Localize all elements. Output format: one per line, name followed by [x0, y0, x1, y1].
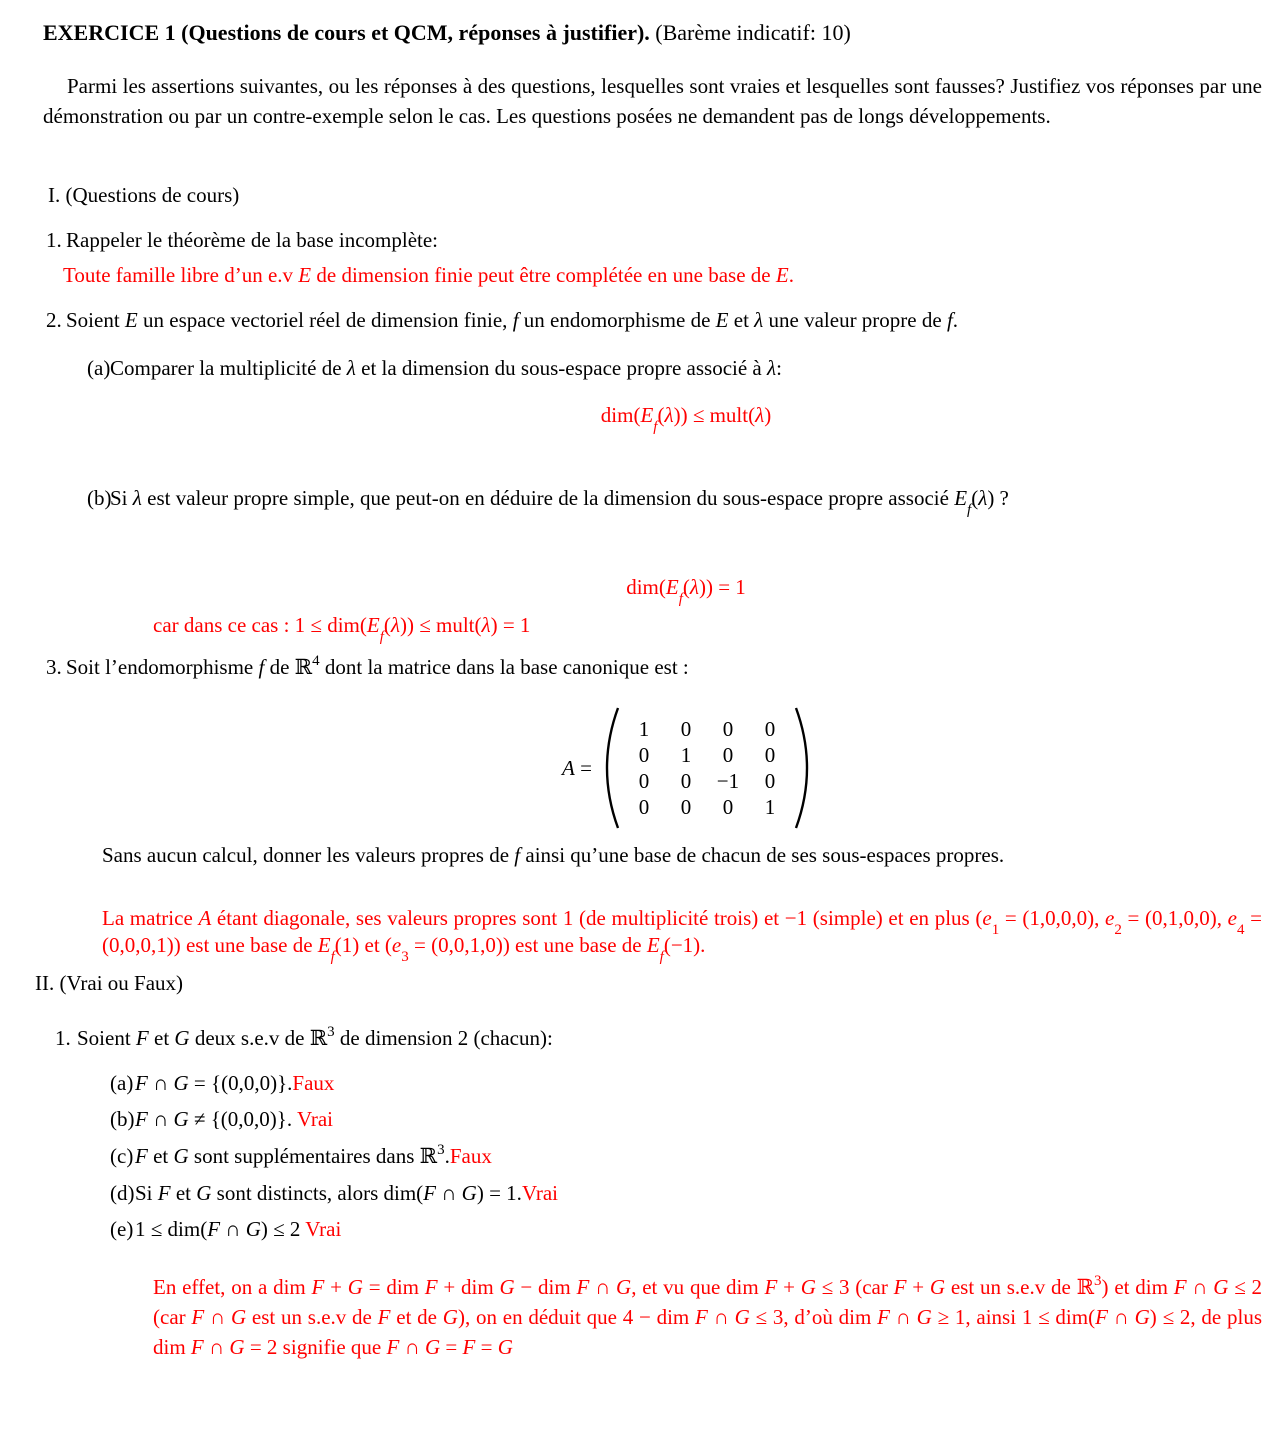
matrix-cell: 0	[722, 795, 734, 819]
matrix-cell: 0	[764, 743, 776, 767]
subquestion-2a-text: Comparer la multiplicité de λ et la dimension du sous-espace propre associé à λ:	[110, 356, 782, 380]
question-1	[0, 228, 1262, 253]
matrix-cell: 0	[764, 769, 776, 793]
matrix-lhs: A =	[562, 755, 592, 780]
intro-paragraph: Parmi les assertions suivantes, ou les réponses à des questions, lesquelles sont vraies et lesquelles sont fausses? Justifiez vos réponses par une démonstration ou par un contre-exemple selon le cas. Les questions posées ne demandent pas de longs développements.	[43, 74, 1262, 128]
question-3-number: 3.	[46, 655, 62, 679]
subquestion-2a-label: (a)	[87, 356, 111, 380]
matrix-grid	[623, 716, 791, 820]
exercise-title-bold: EXERCICE 1 (Questions de cours et QCM, réponses à justifier).	[43, 20, 650, 45]
matrix-left-paren	[604, 706, 620, 830]
section-1-heading: I. (Questions de cours)	[48, 183, 240, 207]
matrix-cell: 0	[764, 717, 776, 741]
question-II-1-number: 1.	[55, 1026, 71, 1050]
matrix-cell: 0	[680, 717, 692, 741]
formula-dim-leq-mult: $dim(E_f(\lambda))$ ≤ mult(λ)	[600, 403, 772, 436]
question-3-followup: Sans aucun calcul, donner les valeurs propres de f ainsi qu’une base de chacun de ses sous-espaces propres.	[102, 843, 1005, 867]
question-2-text: Soient E un espace vectoriel réel de dimension finie, f un endomorphisme de E et λ une valeur propre de f.	[66, 308, 959, 332]
subquestion-2a	[0, 356, 1262, 381]
exercise-title-note: (Barème indicatif: 10)	[649, 20, 851, 45]
matrix-cell: −1	[716, 769, 740, 793]
matrix-cell: 0	[638, 769, 650, 793]
question-3-text: Soit l’endomorphisme f de ℝ$^4$ dont la matrice dans la base canonique est :	[66, 653, 689, 679]
matrix-cell: 0	[638, 795, 650, 819]
section-2-heading: II. (Vrai ou Faux)	[35, 971, 184, 995]
note-car-dans-ce-cas: car dans ce cas : $1 \le dim(E_f(\lambda))$ ≤ mult(λ) = 1	[153, 613, 531, 646]
tf-item-c-label: (c)	[110, 1144, 134, 1168]
tf-item-d-statement: Si F et G sont distincts, alors dim(F ∩ G) = 1.Vrai	[135, 1181, 558, 1205]
tf-item-a-label: (a)	[110, 1071, 134, 1095]
formula-dim-eq-1: $dim(E_f(\lambda)) = 1$	[626, 575, 746, 608]
question-II-1-text: Soient F et G deux s.e.v de ℝ$^3$ de dimension 2 (chacun):	[77, 1024, 553, 1050]
tf-item-d	[0, 1181, 1262, 1206]
conclusion-paragraph: En effet, on a dim F + G = dim F + dim G − dim F ∩ G, et vu que dim F + G ≤ 3 (car F + G est un s.e.v de ℝ$^3$) et dim F ∩ G ≤ 2 (car F ∩ G est un s.e.v de F et de G), on en déduit que 4 − dim F ∩ G ≤ 3, d’où dim F ∩ G ≥ 1, ainsi 1 ≤ dim(F ∩ G) ≤ 2, de plus dim F ∩ G = 2 signifie que F ∩ G = F = G	[153, 1273, 1263, 1359]
question-II-1	[0, 1026, 1262, 1051]
tf-item-e-statement: 1 ≤ dim(F ∩ G) ≤ 2 Vrai	[135, 1217, 342, 1241]
matrix-cell: 0	[638, 743, 650, 767]
tf-item-d-label: (d)	[110, 1181, 135, 1205]
tf-item-a-statement: F ∩ G = {(0,0,0)}.Faux	[135, 1071, 335, 1095]
matrix-cell: 1	[638, 717, 650, 741]
matrix-right-paren	[794, 706, 810, 830]
tf-item-b	[0, 1107, 1262, 1132]
question-1-number: 1.	[46, 228, 62, 252]
answer-1: Toute famille libre d’un e.v E de dimension finie peut être complétée en une base de E.	[63, 263, 794, 287]
matrix-cell: 0	[722, 743, 734, 767]
question-2	[0, 308, 1262, 333]
subquestion-2b	[0, 486, 1262, 519]
tf-item-a	[0, 1071, 1262, 1096]
question-1-text: Rappeler le théorème de la base incomplète:	[66, 228, 439, 252]
tf-item-c-statement: F et G sont supplémentaires dans ℝ$^3$.Faux	[135, 1142, 492, 1168]
matrix-cell: 0	[680, 769, 692, 793]
matrix-equation	[110, 702, 1262, 834]
matrix-cell: 1	[764, 795, 776, 819]
exercise-title	[43, 20, 851, 46]
subquestion-2b-text: Si λ est valeur propre simple, que peut-on en déduire de la dimension du sous-espace propre associé $E_f(\lambda)$ ?	[110, 486, 1009, 519]
matrix-cell: 0	[680, 795, 692, 819]
subquestion-2b-label: (b)	[87, 486, 112, 510]
answer-3: La matrice A étant diagonale, ses valeurs propres sont 1 (de multiplicité trois) et −1 (simple) et en plus ($e_1 = (1,0,0,0)$, $e_2 = (0,1,0,0)$, $e_4 = (0,0,0,1)$) est une base de $E_f(1)$ et $(e_3 = (0,0,1,0))$ est une base de $E_f(-1)$.	[102, 906, 1262, 966]
tf-item-b-label: (b)	[110, 1107, 135, 1131]
question-2-number: 2.	[46, 308, 62, 332]
tf-item-e	[0, 1217, 1262, 1242]
matrix-cell: 1	[680, 743, 692, 767]
tf-item-b-statement: F ∩ G ≠ {(0,0,0)}. Vrai	[135, 1107, 334, 1131]
tf-item-e-label: (e)	[110, 1217, 134, 1241]
matrix-cell: 0	[722, 717, 734, 741]
tf-item-c	[0, 1144, 1262, 1169]
question-3	[0, 655, 1262, 680]
